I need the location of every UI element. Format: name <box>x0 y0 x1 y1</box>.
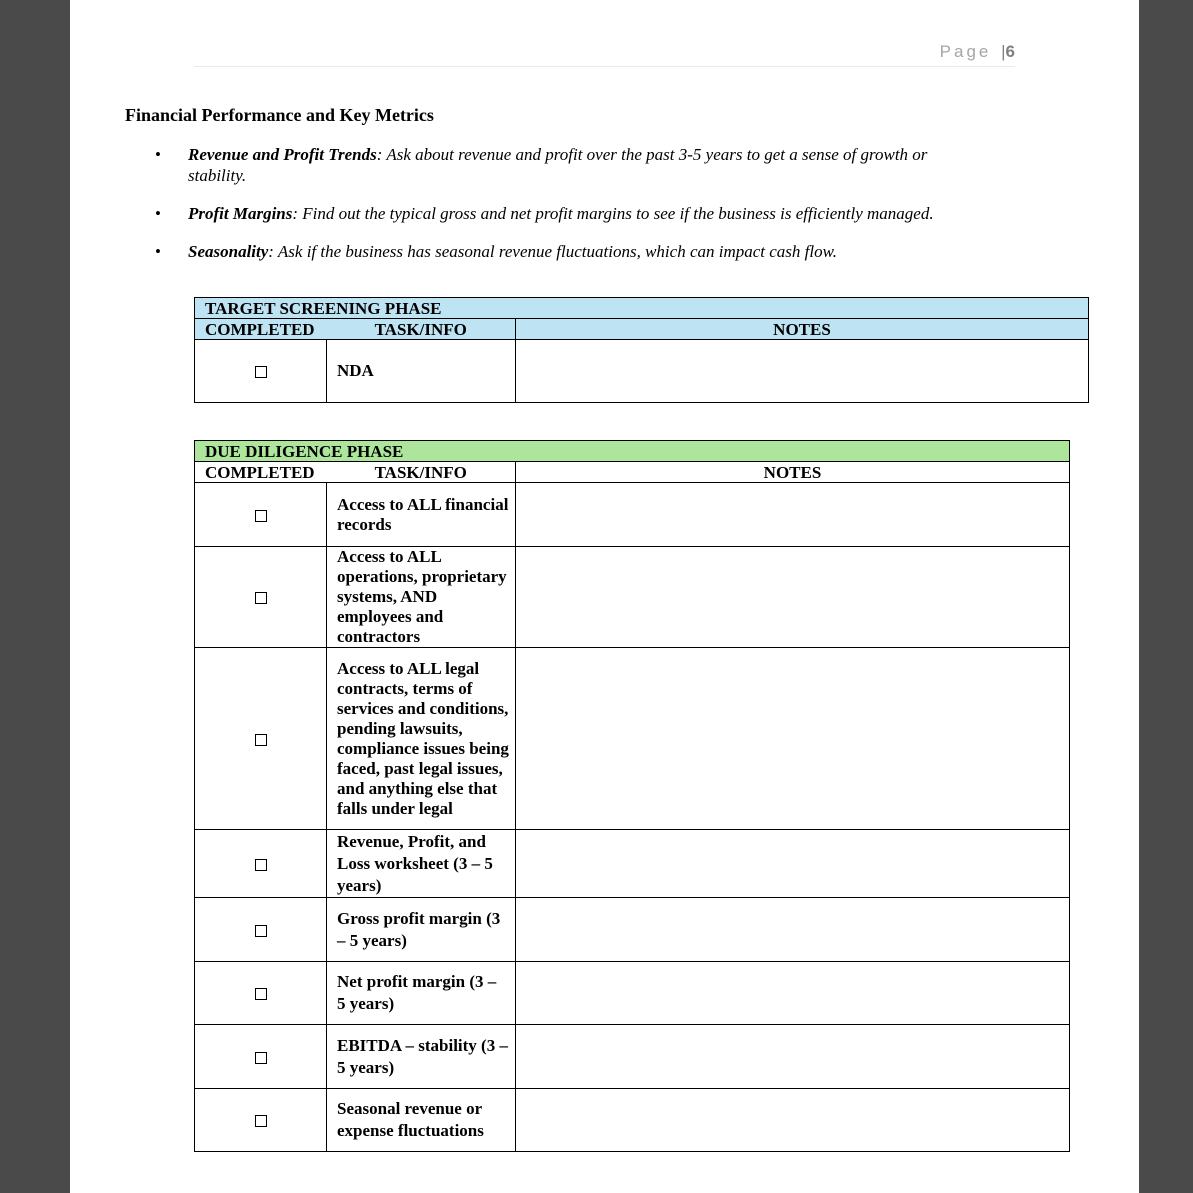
list-item <box>155 203 955 224</box>
notes-cell[interactable] <box>516 547 1070 648</box>
column-header-notes: NOTES <box>516 319 1089 340</box>
bullet-icon: • <box>155 242 161 261</box>
completed-cell[interactable] <box>195 962 327 1025</box>
bullet-term: Revenue and Profit Trends <box>188 145 377 164</box>
checkbox[interactable] <box>255 366 267 378</box>
notes-cell[interactable] <box>516 483 1070 547</box>
task-cell: Gross profit margin (3 – 5 years) <box>327 898 516 962</box>
completed-cell[interactable] <box>195 898 327 962</box>
table-row <box>195 962 1070 1025</box>
table-row <box>195 1089 1070 1152</box>
page-label: Page <box>939 42 992 61</box>
bullet-icon: • <box>155 204 161 223</box>
bullet-icon: • <box>155 145 161 164</box>
task-cell: Access to ALL operations, proprietary systems, AND employees and contractors <box>327 547 516 648</box>
page-header <box>194 42 1015 67</box>
task-cell: Net profit margin (3 – 5 years) <box>327 962 516 1025</box>
checkbox[interactable] <box>255 925 267 937</box>
table-row <box>195 648 1070 830</box>
checkbox[interactable] <box>255 859 267 871</box>
column-header-completed: COMPLETED <box>195 462 327 483</box>
task-cell: Seasonal revenue or expense fluctuations <box>327 1089 516 1152</box>
completed-cell[interactable] <box>195 648 327 830</box>
column-header-task: TASK/INFO <box>327 462 516 483</box>
notes-cell[interactable] <box>516 830 1070 898</box>
page-separator: | <box>1001 42 1006 61</box>
task-cell: NDA <box>327 340 516 403</box>
bullet-list <box>155 144 955 279</box>
checkbox[interactable] <box>255 592 267 604</box>
section-title: Financial Performance and Key Metrics <box>125 105 434 125</box>
notes-cell[interactable] <box>516 898 1070 962</box>
phase-title: TARGET SCREENING PHASE <box>195 298 1089 319</box>
task-cell: Access to ALL financial records <box>327 483 516 547</box>
table-row <box>195 1025 1070 1089</box>
due-diligence-table <box>194 440 1070 1152</box>
phase-title: DUE DILIGENCE PHASE <box>195 441 1070 462</box>
table-row <box>195 547 1070 648</box>
bullet-text: : Ask if the business has seasonal revenue fluctuations, which can impact cash flow. <box>268 242 837 261</box>
task-cell: EBITDA – stability (3 – 5 years) <box>327 1025 516 1089</box>
task-cell: Access to ALL legal contracts, terms of services and conditions, pending lawsuits, compliance issues being faced, past legal issues, and anything else that falls under legal <box>327 648 516 830</box>
notes-cell[interactable] <box>516 1089 1070 1152</box>
checkbox[interactable] <box>255 1115 267 1127</box>
table-row <box>195 898 1070 962</box>
bullet-term: Profit Margins <box>188 204 293 223</box>
completed-cell[interactable] <box>195 1089 327 1152</box>
completed-cell[interactable] <box>195 830 327 898</box>
task-cell: Revenue, Profit, and Loss worksheet (3 – 5 years) <box>327 830 516 898</box>
column-header-notes: NOTES <box>516 462 1070 483</box>
column-header-task: TASK/INFO <box>327 319 516 340</box>
column-header-completed: COMPLETED <box>195 319 327 340</box>
table-row <box>195 340 1089 403</box>
notes-cell[interactable] <box>516 648 1070 830</box>
bullet-text: : Ask about revenue and profit over the past 3-5 years to get a sense of growth or stability. <box>188 145 928 185</box>
list-item <box>155 241 955 262</box>
checkbox[interactable] <box>255 988 267 1000</box>
checkbox[interactable] <box>255 1052 267 1064</box>
table-row <box>195 830 1070 898</box>
completed-cell[interactable] <box>195 340 327 403</box>
completed-cell[interactable] <box>195 483 327 547</box>
notes-cell[interactable] <box>516 1025 1070 1089</box>
checkbox[interactable] <box>255 510 267 522</box>
target-screening-table <box>194 297 1089 403</box>
list-item <box>155 144 955 186</box>
completed-cell[interactable] <box>195 547 327 648</box>
notes-cell[interactable] <box>516 340 1089 403</box>
notes-cell[interactable] <box>516 962 1070 1025</box>
page-number: 6 <box>1005 42 1015 61</box>
completed-cell[interactable] <box>195 1025 327 1089</box>
bullet-term: Seasonality <box>188 242 269 261</box>
checkbox[interactable] <box>255 734 267 746</box>
bullet-text: : Find out the typical gross and net profit margins to see if the business is efficiently managed. <box>292 204 934 223</box>
table-row <box>195 483 1070 547</box>
